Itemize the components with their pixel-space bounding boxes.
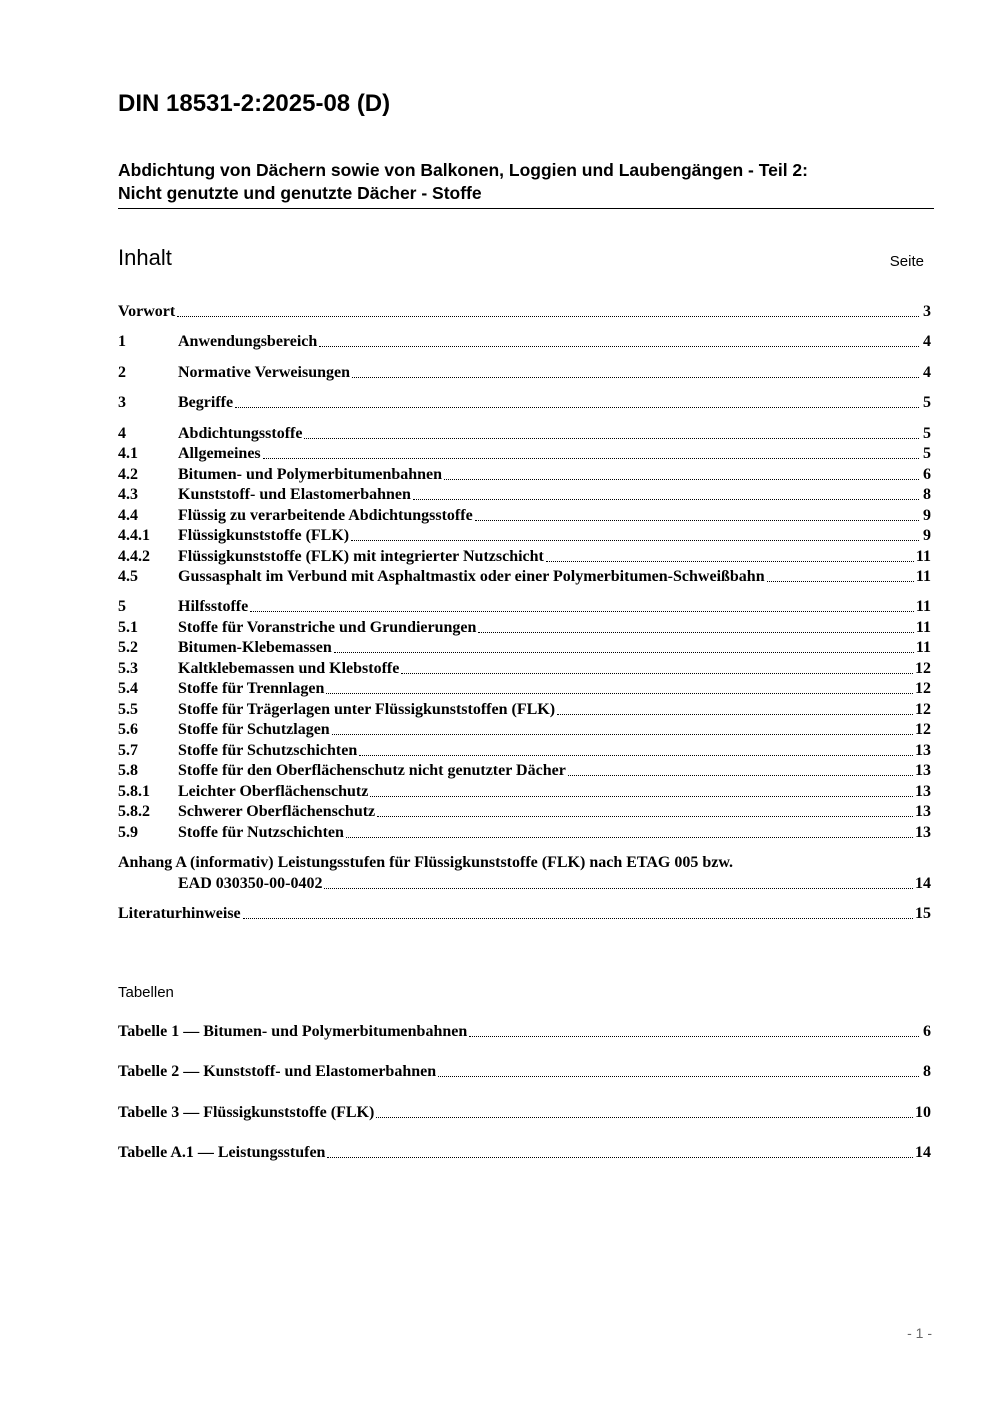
leader-dots — [326, 693, 913, 694]
toc-entry-number: 5.6 — [118, 721, 138, 738]
toc-entry-page: 15 — [915, 905, 931, 922]
toc-entry-number: 4 — [118, 425, 126, 442]
toc-entry-number: 5.7 — [118, 742, 138, 759]
leader-dots — [568, 775, 913, 776]
toc-entry-number: 5.8.2 — [118, 803, 150, 820]
toc-entry-page: 11 — [915, 619, 931, 636]
toc-entry-title: Bitumen-Klebemassen — [178, 639, 332, 656]
toc-entry-page: 14 — [915, 875, 931, 892]
toc-entry-title: Hilfsstoffe — [178, 598, 249, 615]
toc-entry-number: 4.1 — [118, 445, 138, 462]
toc-entry[interactable] — [118, 597, 931, 617]
leader-dots — [546, 561, 914, 562]
toc-entry-page: 6 — [923, 466, 931, 483]
toc-entry-page: 11 — [915, 548, 931, 565]
toc-entry-page: 11 — [915, 639, 931, 656]
leader-dots — [359, 755, 913, 756]
toc-entry[interactable] — [118, 618, 931, 638]
toc-entry-title: Leichter Oberflächenschutz — [178, 783, 369, 800]
toc-entry-number: 5.8.1 — [118, 783, 150, 800]
subtitle-line-1: Abdichtung von Dächern sowie von Balkonen, Loggien und Laubengängen - Teil 2: — [118, 160, 808, 180]
document-subtitle — [118, 159, 934, 209]
toc-entry-title: Allgemeines — [178, 445, 261, 462]
toc-entry-number: 5.9 — [118, 824, 138, 841]
leader-dots — [250, 611, 914, 612]
toc-entry[interactable] — [118, 547, 931, 567]
toc-entry-title: Bitumen- und Polymerbitumenbahnen — [178, 466, 443, 483]
page-number: - 1 - — [907, 1325, 932, 1341]
document-id: DIN 18531-2:2025-08 (D) — [118, 90, 391, 117]
leader-dots — [235, 407, 919, 408]
toc-entry[interactable] — [118, 700, 931, 720]
leader-dots — [263, 458, 919, 459]
toc-entry-title: Gussasphalt im Verbund mit Asphaltmastix oder einer Polymerbitumen-Schweißbahn — [178, 568, 765, 585]
toc-entry-title: Flüssig zu verarbeitende Abdichtungsstoffe — [178, 507, 473, 524]
toc-entry-number: 3 — [118, 394, 126, 411]
leader-dots — [327, 1157, 913, 1158]
toc-entry-page: 13 — [915, 783, 931, 800]
toc-page-label: Seite — [889, 253, 924, 270]
table-entry[interactable] — [118, 1022, 931, 1042]
toc-entry-number: 4.5 — [118, 568, 138, 585]
toc-entry-page: 12 — [915, 721, 931, 738]
toc-entry[interactable] — [118, 567, 931, 587]
toc-entry-number: 4.2 — [118, 466, 138, 483]
leader-dots — [475, 520, 919, 521]
toc-entry[interactable] — [118, 393, 931, 413]
toc-annex-line-2[interactable] — [178, 874, 931, 894]
toc-entry-page: 13 — [915, 742, 931, 759]
leader-dots — [413, 499, 919, 500]
toc-entry-page: 9 — [923, 527, 931, 544]
leader-dots — [557, 714, 913, 715]
toc-entry-title: EAD 030350-00-0402 — [178, 875, 323, 892]
toc-entry-number: 4.4.1 — [118, 527, 150, 544]
toc-entry-title: Stoffe für Schutzlagen — [178, 721, 330, 738]
table-entry-title: Tabelle 1 — Bitumen- und Polymerbitumenbahnen — [118, 1023, 468, 1040]
subtitle-line-2: Nicht genutzte und genutzte Dächer - Stoffe — [118, 183, 482, 203]
toc-entry-page: 13 — [915, 824, 931, 841]
table-entry-title: Tabelle 2 — Kunststoff- und Elastomerbahnen — [118, 1063, 437, 1080]
toc-entry-number: 1 — [118, 333, 126, 350]
leader-dots — [438, 1076, 919, 1077]
leader-dots — [767, 581, 914, 582]
table-entry[interactable] — [118, 1103, 931, 1123]
toc-entry-title: Vorwort — [118, 303, 176, 320]
toc-entry-number: 5.5 — [118, 701, 138, 718]
leader-dots — [346, 837, 913, 838]
leader-dots — [401, 673, 913, 674]
toc-entry-number: 4.4.2 — [118, 548, 150, 565]
toc-entry-number: 5.1 — [118, 619, 138, 636]
toc-entry-page: 12 — [915, 701, 931, 718]
toc-entry-title: Flüssigkunststoffe (FLK) mit integrierter Nutzschicht — [178, 548, 544, 565]
toc-entry-title: Stoffe für Voranstriche und Grundierungen — [178, 619, 477, 636]
leader-dots — [444, 479, 919, 480]
table-entry[interactable] — [118, 1143, 931, 1163]
leader-dots — [478, 632, 913, 633]
toc-entry-number: 5.3 — [118, 660, 138, 677]
toc-entry[interactable] — [118, 332, 931, 352]
toc-entry-title: Stoffe für den Oberflächenschutz nicht genutzter Dächer — [178, 762, 566, 779]
leader-dots — [370, 796, 913, 797]
leader-dots — [376, 1117, 913, 1118]
leader-dots — [351, 540, 919, 541]
toc-entry-page: 5 — [923, 425, 931, 442]
leader-dots — [352, 377, 919, 378]
leader-dots — [319, 346, 919, 347]
toc-entry[interactable] — [118, 720, 931, 740]
leader-dots — [304, 438, 919, 439]
toc-entry-page: 3 — [923, 303, 931, 320]
toc-entry-literatur[interactable] — [118, 904, 931, 924]
leader-dots — [377, 816, 913, 817]
leader-dots — [324, 888, 913, 889]
toc-entry[interactable] — [118, 506, 931, 526]
toc-heading: Inhalt — [118, 245, 172, 270]
leader-dots — [177, 316, 919, 317]
toc-entry-page: 9 — [923, 507, 931, 524]
table-entry[interactable] — [118, 1062, 931, 1082]
tables-heading: Tabellen — [118, 984, 174, 1001]
leader-dots — [243, 918, 913, 919]
toc-entry-number: 5.4 — [118, 680, 138, 697]
toc-entry[interactable] — [118, 526, 931, 546]
toc-entry[interactable] — [118, 823, 931, 843]
toc-entry-page: 11 — [915, 598, 931, 615]
toc-entry[interactable] — [118, 802, 931, 822]
toc-entry-page: 4 — [923, 333, 931, 350]
toc-entry-number: 2 — [118, 364, 126, 381]
leader-dots — [332, 734, 913, 735]
toc-entry-vorwort[interactable] — [118, 302, 931, 322]
table-entry-page: 14 — [915, 1144, 931, 1161]
toc-entry-number: 4.3 — [118, 486, 138, 503]
table-entry-page: 10 — [915, 1104, 931, 1121]
toc-entry-title: Stoffe für Nutzschichten — [178, 824, 344, 841]
toc-entry[interactable] — [118, 741, 931, 761]
toc-entry-page: 5 — [923, 445, 931, 462]
toc-entry[interactable] — [118, 659, 931, 679]
toc-entry[interactable] — [118, 363, 931, 383]
toc-entry[interactable] — [118, 638, 931, 658]
table-entry-title: Tabelle 3 — Flüssigkunststoffe (FLK) — [118, 1104, 375, 1121]
toc-entry-title: Stoffe für Trägerlagen unter Flüssigkunststoffen (FLK) — [178, 701, 556, 718]
toc-entry-title: Stoffe für Schutzschichten — [178, 742, 358, 759]
table-entry-page: 6 — [923, 1023, 931, 1040]
toc-entry-number: 4.4 — [118, 507, 138, 524]
toc-entry-number: 5.2 — [118, 639, 138, 656]
toc-entry-page: 12 — [915, 660, 931, 677]
toc-entry-title: Anwendungsbereich — [178, 333, 318, 350]
toc-entry-page: 11 — [915, 568, 931, 585]
toc-entry-page: 13 — [915, 762, 931, 779]
toc-entry-title: Schwerer Oberflächenschutz — [178, 803, 376, 820]
toc-entry[interactable] — [118, 679, 931, 699]
toc-entry-title: Literaturhinweise — [118, 905, 241, 922]
toc-entry[interactable] — [118, 465, 931, 485]
toc-entry[interactable] — [118, 424, 931, 444]
leader-dots — [469, 1036, 919, 1037]
toc-entry-title: Flüssigkunststoffe (FLK) — [178, 527, 350, 544]
toc-entry-title: Abdichtungsstoffe — [178, 425, 303, 442]
toc-entry-page: 4 — [923, 364, 931, 381]
toc-entry-page: 5 — [923, 394, 931, 411]
toc-entry-title: Stoffe für Trennlagen — [178, 680, 325, 697]
toc-entry[interactable] — [118, 782, 931, 802]
toc-entry-number: 5.8 — [118, 762, 138, 779]
toc-annex-line-1[interactable]: Anhang A (informativ) Leistungsstufen für Flüssigkunststoffe (FLK) nach ETAG 005 bzw. — [118, 854, 734, 871]
toc-entry-number: 5 — [118, 598, 126, 615]
toc-entry-page: 8 — [923, 486, 931, 503]
toc-entry-title: Kaltklebemassen und Klebstoffe — [178, 660, 400, 677]
table-entry-title: Tabelle A.1 — Leistungsstufen — [118, 1144, 326, 1161]
toc-entry-title: Normative Verweisungen — [178, 364, 350, 381]
toc-entry[interactable] — [118, 485, 931, 505]
toc-entry[interactable] — [118, 761, 931, 781]
toc-entry-title: Kunststoff- und Elastomerbahnen — [178, 486, 411, 503]
toc-entry[interactable] — [118, 444, 931, 464]
toc-entry-page: 12 — [915, 680, 931, 697]
toc-entry-page: 13 — [915, 803, 931, 820]
leader-dots — [334, 652, 914, 653]
toc-entry-title: Begriffe — [178, 394, 234, 411]
table-entry-page: 8 — [923, 1063, 931, 1080]
